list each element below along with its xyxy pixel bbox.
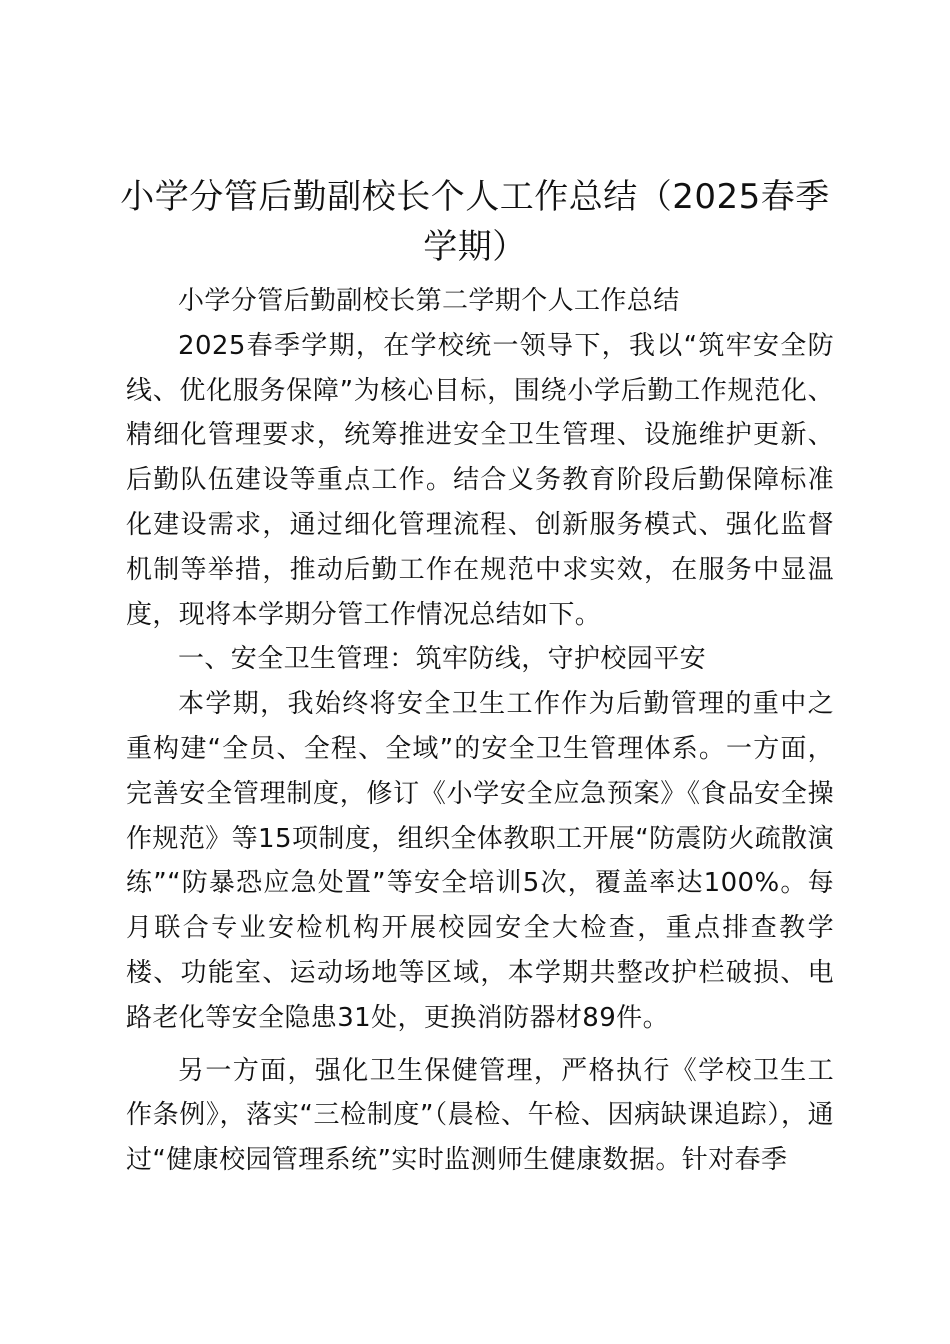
intro-paragraph: 2025春季学期，在学校统一领导下，我以“筑牢安全防线、优化服务保障”为核心目标，围绕小学后勤工作规范化、精细化管理要求，统筹推进安全卫生管理、设施维护更新、后勤队伍建设等重点工作。结合义务教育阶段后勤保障标准化建设需求，通过细化管理流程、创新服务模式、强化监督机制等举措，推动后勤工作在规范中求实效，在服务中显温度，现将本学期分管工作情况总结如下。 <box>126 330 834 630</box>
document-subtitle: 小学分管后勤副校长第二学期个人工作总结 <box>178 286 680 316</box>
body-paragraph: 另一方面，强化卫生保健管理，严格执行《学校卫生工作条例》，落实“三检制度”（晨检、午检、因病缺课追踪），通过“健康校园管理系统”实时监测师生健康数据。针对春季 <box>126 1055 834 1176</box>
body-paragraph: 本学期，我始终将安全卫生工作作为后勤管理的重中之重构建“全员、全程、全域”的安全卫生管理体系。一方面，完善安全管理制度，修订《小学安全应急预案》《食品安全操作规范》等15项制度，组织全体教职工开展“防震防火疏散演练”“防暴恐应急处置”等安全培训5次，覆盖率达100%。每月联合专业安检机构开展校园安全大检查，重点排查教学楼、功能室、运动场地等区域，本学期共整改护栏破损、电路老化等安全隐患31处，更换消防器材89件。 <box>126 689 834 1033</box>
document-body <box>126 279 834 1183</box>
section-heading: 一、安全卫生管理：筑牢防线，守护校园平安 <box>178 644 707 675</box>
document-title: 小学分管后勤副校长个人工作总结（2025春季学期） <box>120 177 830 267</box>
